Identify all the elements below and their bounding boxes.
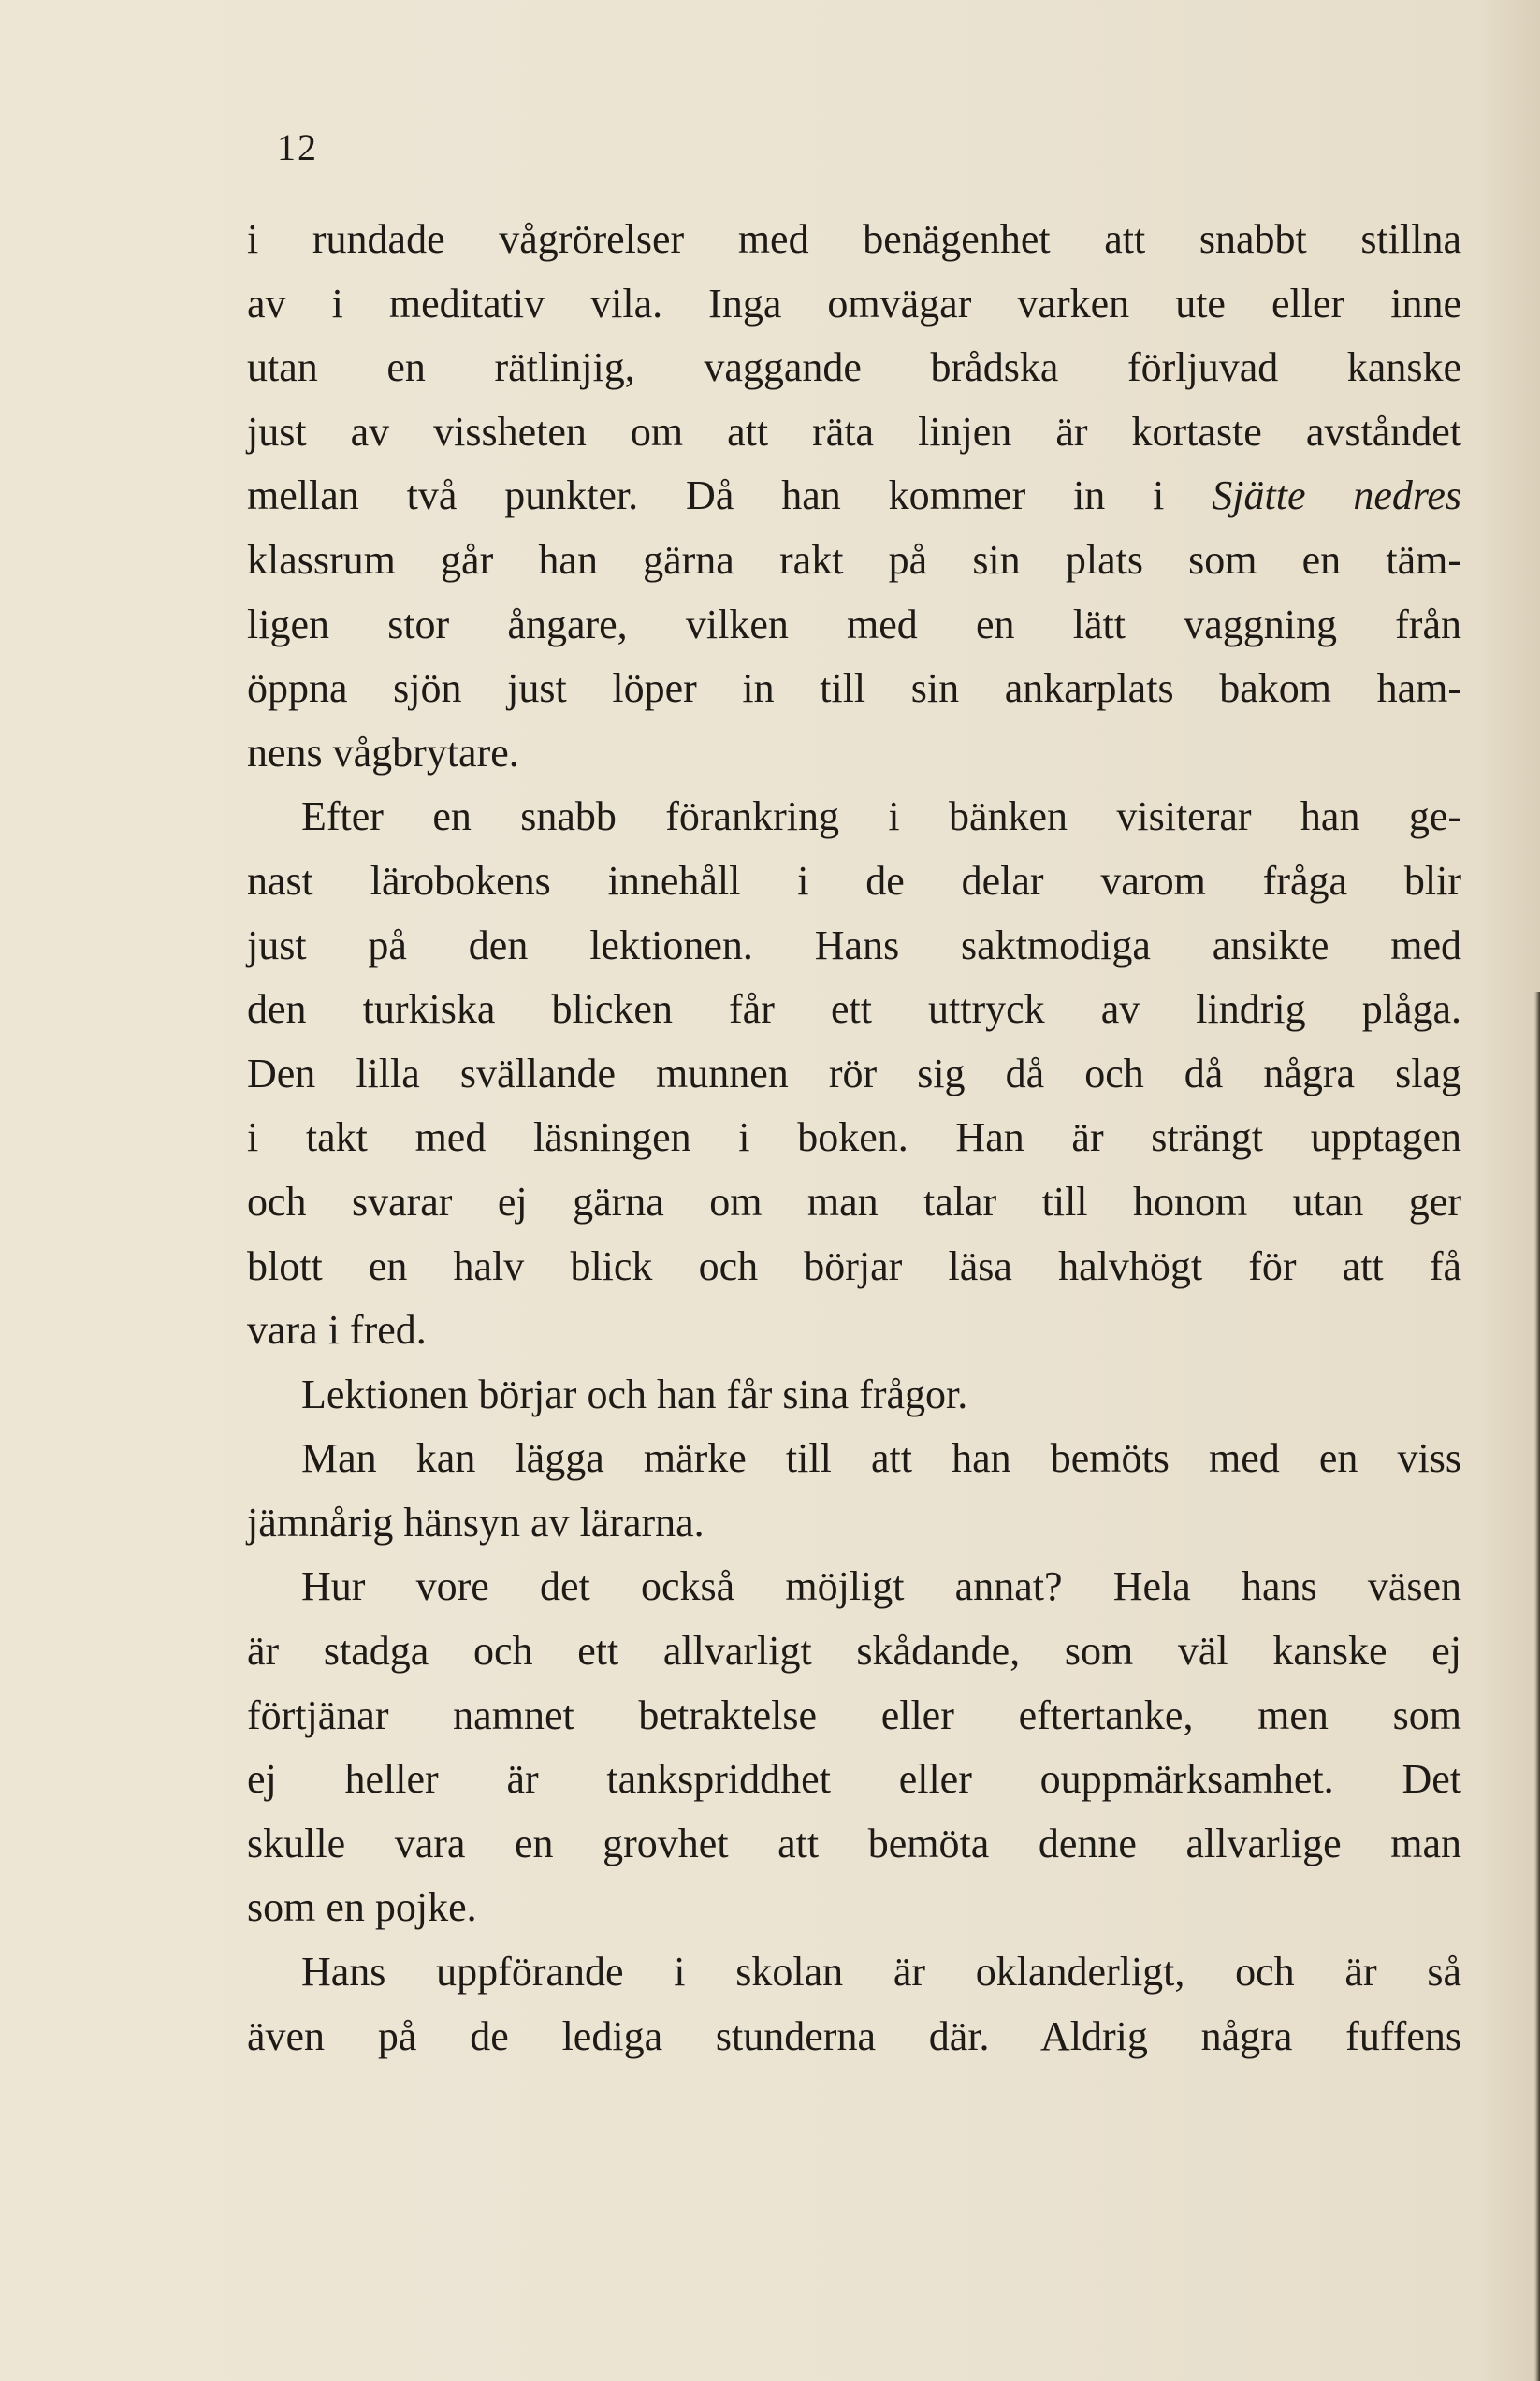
- text-line: [247, 978, 1461, 1042]
- text-line: [247, 464, 1461, 529]
- text-line: [247, 400, 1461, 465]
- text-line-content: och svarar ej gärna om man talar till honom utan ger: [247, 1178, 1461, 1225]
- text-line-content: mellan två punkter. Då han kommer in i: [247, 472, 1213, 519]
- text-line-content: Efter en snabb förankring i bänken visiterar han ge-: [301, 793, 1461, 840]
- text-line: [247, 914, 1461, 979]
- text-line-content: Hur vore det också möjligt annat? Hela hans väsen: [301, 1563, 1461, 1610]
- text-line-content: Hans uppförande i skolan är oklanderligt, och är så: [301, 1949, 1461, 1996]
- text-line-content: jämnårig hänsyn av lärarna.: [247, 1499, 705, 1546]
- text-line: [247, 1106, 1461, 1170]
- text-line-content: vara i fred.: [247, 1307, 427, 1354]
- text-line: [247, 1299, 1461, 1363]
- page-edge-shadow: [1533, 992, 1540, 2381]
- text-line-content: Man kan lägga märke till att han bemöts med en viss: [301, 1435, 1461, 1482]
- text-line: [247, 1748, 1461, 1812]
- text-line-content: skulle vara en grovhet att bemöta denne allvarlige man: [247, 1820, 1461, 1866]
- body-text: [247, 208, 1461, 2069]
- text-line: [247, 1812, 1461, 1877]
- text-line-content: just av vissheten om att räta linjen är kortaste avståndet: [247, 408, 1461, 455]
- text-line-content: nast lärobokens innehåll i de delar varom fråga blir: [247, 857, 1461, 904]
- text-line: [247, 1491, 1461, 1556]
- text-line-content: Den lilla svällande munnen rör sig då och då några slag: [247, 1050, 1461, 1096]
- text-line: [247, 2005, 1461, 2069]
- text-line: [247, 336, 1461, 400]
- text-line-content: även på de lediga stunderna där. Aldrig några fuffens: [247, 2012, 1461, 2059]
- text-line-content: klassrum går han gärna rakt på sin plats som en täm-: [247, 536, 1461, 583]
- text-line: [247, 721, 1461, 786]
- text-line-content: i rundade vågrörelser med benägenhet att snabbt stillna: [247, 216, 1461, 262]
- italic-class-name: Sjätte nedres: [1212, 472, 1461, 519]
- text-line-content: blott en halv blick och börjar läsa halvhögt för att få: [247, 1242, 1461, 1289]
- text-line: [247, 1876, 1461, 1940]
- page-number: 12: [277, 126, 318, 168]
- text-line: [247, 272, 1461, 337]
- text-line-content: i takt med läsningen i boken. Han är strängt upptagen: [247, 1114, 1461, 1161]
- text-line-content: förtjänar namnet betraktelse eller eftertanke, men som: [247, 1691, 1461, 1738]
- text-line: [247, 529, 1461, 593]
- text-line-content: ligen stor ångare, vilken med en lätt vaggning från: [247, 601, 1461, 647]
- text-line-content: just på den lektionen. Hans saktmodiga ansikte med: [247, 922, 1461, 968]
- text-line-content: utan en rätlinjig, vaggande brådska förljuvad kanske: [247, 344, 1461, 391]
- text-line: [247, 1684, 1461, 1749]
- text-line: [247, 1170, 1461, 1235]
- text-line: [247, 785, 1461, 849]
- text-line: [247, 657, 1461, 721]
- text-line: [247, 1363, 1461, 1428]
- text-line: [247, 1235, 1461, 1299]
- text-line: [247, 208, 1461, 272]
- text-line-content: är stadga och ett allvarligt skådande, som väl kanske ej: [247, 1628, 1461, 1675]
- text-line: [247, 849, 1461, 914]
- text-line-content: den turkiska blicken får ett uttryck av lindrig plåga.: [247, 986, 1461, 1033]
- text-line-content: öppna sjön just löper in till sin ankarplats bakom ham-: [247, 665, 1461, 712]
- text-line-content: som en pojke.: [247, 1884, 477, 1931]
- text-line: [247, 593, 1461, 658]
- text-line-content: ej heller är tankspriddhet eller ouppmärksamhet. Det: [247, 1756, 1461, 1803]
- text-line-content: av i meditativ vila. Inga omvägar varken ute eller inne: [247, 280, 1461, 327]
- text-line: [247, 1940, 1461, 2005]
- text-line: [247, 1555, 1461, 1619]
- text-line-content: nens vågbrytare.: [247, 729, 519, 776]
- text-line: [247, 1427, 1461, 1491]
- text-line: [247, 1042, 1461, 1107]
- text-line: [247, 1619, 1461, 1684]
- text-line-content: Lektionen börjar och han får sina frågor.: [301, 1371, 968, 1417]
